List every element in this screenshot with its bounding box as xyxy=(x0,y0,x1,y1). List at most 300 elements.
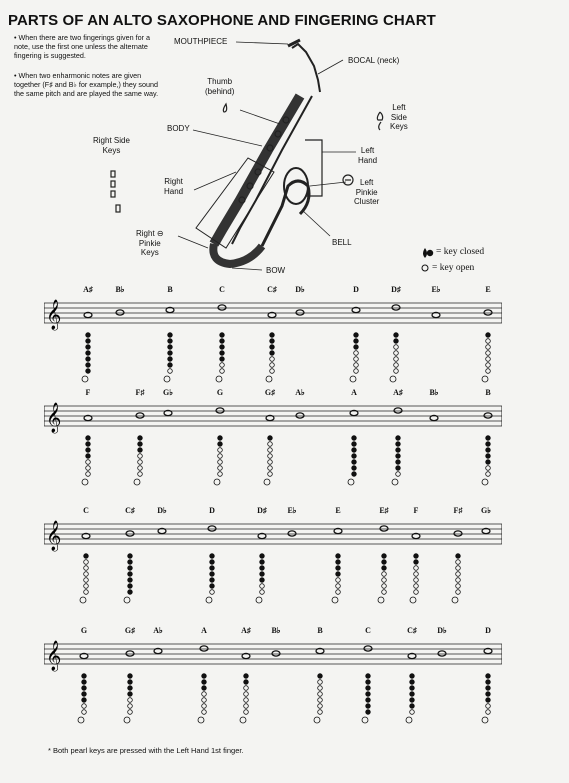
key-closed-icon xyxy=(82,698,87,703)
note-head xyxy=(288,531,296,536)
note-head xyxy=(218,305,226,310)
key-closed-icon xyxy=(86,442,91,447)
key-open-icon xyxy=(218,466,223,471)
note-name: A xyxy=(351,388,357,397)
key-closed-icon xyxy=(220,345,225,350)
key-open-icon xyxy=(270,369,275,374)
fingering-diagram xyxy=(391,434,405,488)
note-name: D♭ xyxy=(295,285,305,294)
key-open-icon xyxy=(318,692,323,697)
key-closed-icon xyxy=(244,674,249,679)
note-name: A♯ xyxy=(241,626,251,635)
key-open-icon xyxy=(394,357,399,362)
note-name: F xyxy=(85,388,91,397)
pinkie-key-icon xyxy=(392,479,398,485)
key-open-icon xyxy=(414,566,419,571)
music-staff xyxy=(44,506,502,564)
key-closed-icon xyxy=(128,578,133,583)
key-open-icon xyxy=(268,454,273,459)
note-head xyxy=(364,646,372,651)
key-closed-icon xyxy=(486,686,491,691)
legend-key-open: = key open xyxy=(432,263,475,273)
key-closed-icon xyxy=(486,698,491,703)
key-open-icon xyxy=(84,566,89,571)
key-closed-icon xyxy=(270,333,275,338)
key-open-icon xyxy=(486,363,491,368)
key-closed-icon xyxy=(210,554,215,559)
key-closed-icon xyxy=(128,584,133,589)
fingering-row-1 xyxy=(44,285,502,343)
key-closed-icon xyxy=(128,680,133,685)
key-closed-icon xyxy=(410,704,415,709)
key-closed-icon xyxy=(218,436,223,441)
fingering-diagram xyxy=(123,672,137,726)
key-closed-icon xyxy=(128,566,133,571)
fingering-diagram xyxy=(313,672,327,726)
key-open-icon xyxy=(202,710,207,715)
key-closed-icon xyxy=(486,333,491,338)
key-open-icon xyxy=(218,472,223,477)
label-bocal: BOCAL (neck) xyxy=(348,56,400,65)
key-closed-icon xyxy=(168,357,173,362)
key-open-icon xyxy=(336,584,341,589)
key-open-icon xyxy=(396,472,401,477)
label-left-pinkie-cluster: Left Pinkie Cluster xyxy=(354,178,380,206)
key-closed-icon xyxy=(366,692,371,697)
fingering-diagram xyxy=(481,434,495,488)
key-closed-icon xyxy=(270,351,275,356)
label-bow: BOW xyxy=(266,266,286,275)
key-open-icon xyxy=(318,704,323,709)
treble-clef-icon: 𝄞 xyxy=(46,641,62,671)
fingering-diagram xyxy=(409,552,423,606)
key-closed-icon xyxy=(168,363,173,368)
key-closed-icon xyxy=(336,560,341,565)
key-closed-icon xyxy=(220,351,225,356)
key-closed-icon xyxy=(352,454,357,459)
pinkie-key-icon xyxy=(216,376,222,382)
key-closed-icon xyxy=(82,680,87,685)
key-closed-icon xyxy=(414,554,419,559)
key-closed-icon xyxy=(86,454,91,459)
note-name: D xyxy=(485,626,491,635)
note-name: B xyxy=(167,285,173,294)
key-closed-icon xyxy=(394,333,399,338)
pinkie-key-icon xyxy=(410,597,416,603)
note-name: G♭ xyxy=(481,506,491,515)
note-name: C xyxy=(83,506,89,515)
key-closed-icon xyxy=(270,339,275,344)
key-closed-icon xyxy=(138,442,143,447)
key-open-icon xyxy=(202,698,207,703)
pinkie-key-icon xyxy=(82,376,88,382)
treble-clef-icon: 𝄞 xyxy=(46,521,62,551)
note-name: C♯ xyxy=(267,285,277,294)
fingering-diagram xyxy=(133,434,147,488)
key-closed-icon xyxy=(244,680,249,685)
fingering-diagram xyxy=(205,552,219,606)
key-closed-icon xyxy=(260,560,265,565)
key-closed-icon xyxy=(352,460,357,465)
fingering-diagram xyxy=(481,331,495,385)
key-open-icon xyxy=(318,680,323,685)
key-closed-icon xyxy=(410,680,415,685)
key-open-icon xyxy=(394,363,399,368)
key-closed-icon xyxy=(382,554,387,559)
note-head xyxy=(380,526,388,531)
key-closed-icon xyxy=(336,566,341,571)
key-open-icon xyxy=(268,472,273,477)
key-closed-icon xyxy=(354,345,359,350)
key-open-icon xyxy=(244,686,249,691)
key-closed-icon xyxy=(410,686,415,691)
key-open-icon xyxy=(414,584,419,589)
key-closed-icon xyxy=(128,560,133,565)
note-name: B xyxy=(485,388,491,397)
key-closed-icon xyxy=(456,554,461,559)
key-closed-icon xyxy=(410,674,415,679)
note-name: G♯ xyxy=(124,626,136,635)
key-closed-icon xyxy=(396,442,401,447)
key-closed-icon xyxy=(218,442,223,447)
key-open-icon xyxy=(84,578,89,583)
key-open-icon xyxy=(394,369,399,374)
key-closed-icon xyxy=(86,339,91,344)
pinkie-key-icon xyxy=(124,717,130,723)
fingering-diagram xyxy=(213,434,227,488)
key-open-icon xyxy=(382,572,387,577)
key-open-icon xyxy=(354,369,359,374)
key-open-icon xyxy=(244,704,249,709)
note-name: D xyxy=(209,506,215,515)
key-open-icon xyxy=(456,584,461,589)
key-closed-icon xyxy=(352,448,357,453)
pinkie-key-icon xyxy=(362,717,368,723)
treble-clef-icon: 𝄞 xyxy=(46,300,62,330)
key-closed-icon xyxy=(396,466,401,471)
key-closed-icon xyxy=(202,674,207,679)
label-mouthpiece: MOUTHPIECE xyxy=(174,37,228,46)
key-closed-icon xyxy=(210,578,215,583)
key-closed-icon xyxy=(366,686,371,691)
key-open-icon xyxy=(456,572,461,577)
page-title: PARTS OF AN ALTO SAXOPHONE AND FINGERING CHART xyxy=(8,12,436,29)
note-head xyxy=(136,413,144,418)
fingering-diagram xyxy=(215,331,229,385)
key-open-icon xyxy=(486,345,491,350)
note-name: D♭ xyxy=(157,506,167,515)
key-closed-icon xyxy=(128,674,133,679)
label-body: BODY xyxy=(167,124,190,133)
key-closed-icon xyxy=(260,572,265,577)
key-closed-icon xyxy=(138,436,143,441)
pinkie-key-icon xyxy=(78,717,84,723)
pinkie-key-icon xyxy=(348,479,354,485)
note-head xyxy=(272,651,280,656)
fingering-diagram xyxy=(389,331,403,385)
key-open-icon xyxy=(138,472,143,477)
key-closed-icon xyxy=(382,566,387,571)
label-left-side-keys: Left Side Keys xyxy=(390,103,408,131)
key-closed-icon xyxy=(128,590,133,595)
key-closed-icon xyxy=(86,351,91,356)
note-head xyxy=(116,310,124,315)
footnote: * Both pearl keys are pressed with the Left Hand 1st finger. xyxy=(48,746,244,755)
fingering-diagram xyxy=(79,552,93,606)
note-head xyxy=(296,310,304,315)
key-open-icon xyxy=(414,590,419,595)
key-closed-icon xyxy=(168,351,173,356)
key-open-icon xyxy=(128,704,133,709)
key-closed-icon xyxy=(486,680,491,685)
key-open-icon xyxy=(138,466,143,471)
key-closed-icon xyxy=(82,686,87,691)
key-closed-icon xyxy=(486,460,491,465)
note-name: E xyxy=(335,506,341,515)
note-name: D♯ xyxy=(391,285,401,294)
fingering-diagram xyxy=(349,331,363,385)
key-closed-icon xyxy=(336,572,341,577)
pinkie-key-icon xyxy=(452,597,458,603)
fingering-diagram xyxy=(239,672,253,726)
key-open-icon xyxy=(168,369,173,374)
key-open-icon xyxy=(268,466,273,471)
note-name: F♯ xyxy=(453,506,463,515)
treble-clef-icon: 𝄞 xyxy=(46,403,62,433)
note-name: F♯ xyxy=(135,388,145,397)
label-right-pinkie-keys: Right ⊖ Pinkie Keys xyxy=(136,229,164,257)
key-open-icon xyxy=(354,351,359,356)
pinkie-key-icon xyxy=(264,479,270,485)
key-open-icon xyxy=(270,363,275,368)
key-closed-icon xyxy=(354,339,359,344)
key-open-icon xyxy=(218,460,223,465)
note-name: C♯ xyxy=(125,506,135,515)
key-open-icon xyxy=(268,460,273,465)
key-closed-icon xyxy=(138,448,143,453)
key-closed-icon xyxy=(486,454,491,459)
key-closed-icon xyxy=(366,710,371,715)
key-closed-icon xyxy=(220,339,225,344)
key-closed-icon xyxy=(396,436,401,441)
fingering-diagram xyxy=(81,434,95,488)
note-name: G♭ xyxy=(163,388,173,397)
key-open-icon xyxy=(86,466,91,471)
pinkie-key-icon xyxy=(124,597,130,603)
pinkie-key-icon xyxy=(266,376,272,382)
key-open-icon xyxy=(260,590,265,595)
key-open-icon xyxy=(244,698,249,703)
key-open-icon xyxy=(410,710,415,715)
key-closed-icon xyxy=(210,566,215,571)
pinkie-key-icon xyxy=(164,376,170,382)
key-open-icon xyxy=(218,454,223,459)
label-right-hand: Right Hand xyxy=(164,177,184,196)
key-closed-icon xyxy=(486,448,491,453)
key-open-icon xyxy=(414,572,419,577)
key-open-icon xyxy=(394,351,399,356)
pinkie-key-icon xyxy=(482,717,488,723)
fingering-row-2 xyxy=(44,388,502,446)
key-closed-icon xyxy=(128,572,133,577)
key-closed-icon xyxy=(486,674,491,679)
key-open-icon xyxy=(244,710,249,715)
key-closed-icon xyxy=(318,674,323,679)
note-head xyxy=(438,651,446,656)
note-head xyxy=(216,408,224,413)
fingering-diagram xyxy=(331,552,345,606)
key-closed-icon xyxy=(486,442,491,447)
label-right-side-keys: Right Side Keys xyxy=(93,136,130,155)
label-left-hand: Left Hand xyxy=(358,146,378,165)
fingering-row-3 xyxy=(44,506,502,564)
note-name: A♭ xyxy=(295,388,305,397)
note-name: G♯ xyxy=(264,388,276,397)
key-closed-icon xyxy=(352,442,357,447)
note-name: E♭ xyxy=(431,285,441,294)
fingering-diagram xyxy=(81,331,95,385)
key-open-icon xyxy=(220,369,225,374)
fingering-diagram xyxy=(263,434,277,488)
key-closed-icon xyxy=(168,333,173,338)
key-closed-icon xyxy=(268,436,273,441)
note-name: A xyxy=(201,626,207,635)
key-open-icon xyxy=(202,704,207,709)
key-closed-icon xyxy=(210,560,215,565)
note-name: F xyxy=(413,506,419,515)
note-name: A♭ xyxy=(153,626,163,635)
key-closed-icon xyxy=(220,357,225,362)
key-open-icon xyxy=(84,560,89,565)
key-closed-icon xyxy=(260,578,265,583)
key-closed-icon xyxy=(86,345,91,350)
key-closed-icon xyxy=(128,554,133,559)
fingering-diagram xyxy=(265,331,279,385)
note-name: E♯ xyxy=(379,506,389,515)
key-open-icon xyxy=(128,698,133,703)
key-closed-icon xyxy=(220,333,225,338)
note-name: E xyxy=(485,285,491,294)
note-name: D♯ xyxy=(257,506,267,515)
key-closed-icon xyxy=(366,674,371,679)
key-closed-icon xyxy=(396,460,401,465)
key-open-icon xyxy=(354,357,359,362)
key-open-icon xyxy=(382,578,387,583)
key-closed-icon xyxy=(366,680,371,685)
note-head xyxy=(454,531,462,536)
key-open-icon xyxy=(84,572,89,577)
pinkie-key-icon xyxy=(134,479,140,485)
key-closed-icon xyxy=(86,448,91,453)
key-open-icon xyxy=(86,472,91,477)
key-open-icon xyxy=(138,460,143,465)
key-open-icon xyxy=(486,472,491,477)
key-closed-icon xyxy=(128,692,133,697)
key-open-icon xyxy=(336,590,341,595)
key-open-icon xyxy=(82,710,87,715)
key-closed-icon xyxy=(86,436,91,441)
key-closed-icon xyxy=(202,680,207,685)
key-closed-icon xyxy=(86,369,91,374)
key-closed-icon xyxy=(410,692,415,697)
key-closed-icon xyxy=(168,345,173,350)
key-open-icon xyxy=(260,584,265,589)
pinkie-key-icon xyxy=(240,717,246,723)
key-closed-icon xyxy=(168,339,173,344)
pinkie-key-icon xyxy=(198,717,204,723)
key-closed-icon xyxy=(396,454,401,459)
note-name: D xyxy=(353,285,359,294)
key-open-icon xyxy=(202,692,207,697)
fingering-diagram xyxy=(361,672,375,726)
key-open-icon xyxy=(138,454,143,459)
fingering-diagram xyxy=(481,672,495,726)
key-closed-icon xyxy=(394,339,399,344)
pinkie-key-icon xyxy=(214,479,220,485)
note-name: B♭ xyxy=(115,285,125,294)
key-open-icon xyxy=(268,448,273,453)
key-open-icon xyxy=(336,578,341,583)
key-open-icon xyxy=(486,351,491,356)
note-head xyxy=(392,305,400,310)
fingering-diagram xyxy=(451,552,465,606)
pinkie-key-icon xyxy=(314,717,320,723)
pinkie-key-icon xyxy=(80,597,86,603)
note-name: G xyxy=(216,388,224,397)
key-closed-icon xyxy=(86,363,91,368)
note-name: C♯ xyxy=(407,626,417,635)
pinkie-key-icon xyxy=(256,597,262,603)
pinkie-key-icon xyxy=(482,479,488,485)
pinkie-key-icon xyxy=(82,479,88,485)
key-open-icon xyxy=(220,363,225,368)
note-head xyxy=(296,413,304,418)
key-open-icon xyxy=(382,590,387,595)
key-closed-icon xyxy=(336,554,341,559)
key-open-icon xyxy=(486,466,491,471)
pinkie-key-icon xyxy=(350,376,356,382)
pinkie-key-icon xyxy=(206,597,212,603)
key-open-icon xyxy=(486,369,491,374)
key-closed-icon xyxy=(354,333,359,338)
key-closed-icon xyxy=(202,686,207,691)
key-open-icon xyxy=(86,460,91,465)
note-head xyxy=(200,646,208,651)
key-open-icon xyxy=(318,710,323,715)
key-closed-icon xyxy=(128,686,133,691)
key-closed-icon xyxy=(210,572,215,577)
key-closed-icon xyxy=(486,436,491,441)
key-open-icon xyxy=(456,578,461,583)
note-head xyxy=(126,651,134,656)
fingering-diagram xyxy=(347,434,361,488)
key-closed-icon xyxy=(86,333,91,338)
pinkie-key-icon xyxy=(390,376,396,382)
key-open-icon xyxy=(218,448,223,453)
note-head xyxy=(126,531,134,536)
key-open-icon xyxy=(394,345,399,350)
key-open-icon xyxy=(456,566,461,571)
pinkie-key-icon xyxy=(378,597,384,603)
key-open-icon xyxy=(486,704,491,709)
key-open-icon xyxy=(128,710,133,715)
key-open-icon xyxy=(270,357,275,362)
key-closed-icon xyxy=(210,584,215,589)
key-closed-icon xyxy=(366,704,371,709)
key-closed-icon xyxy=(86,357,91,362)
note-head xyxy=(484,310,492,315)
note-name: E♭ xyxy=(287,506,297,515)
